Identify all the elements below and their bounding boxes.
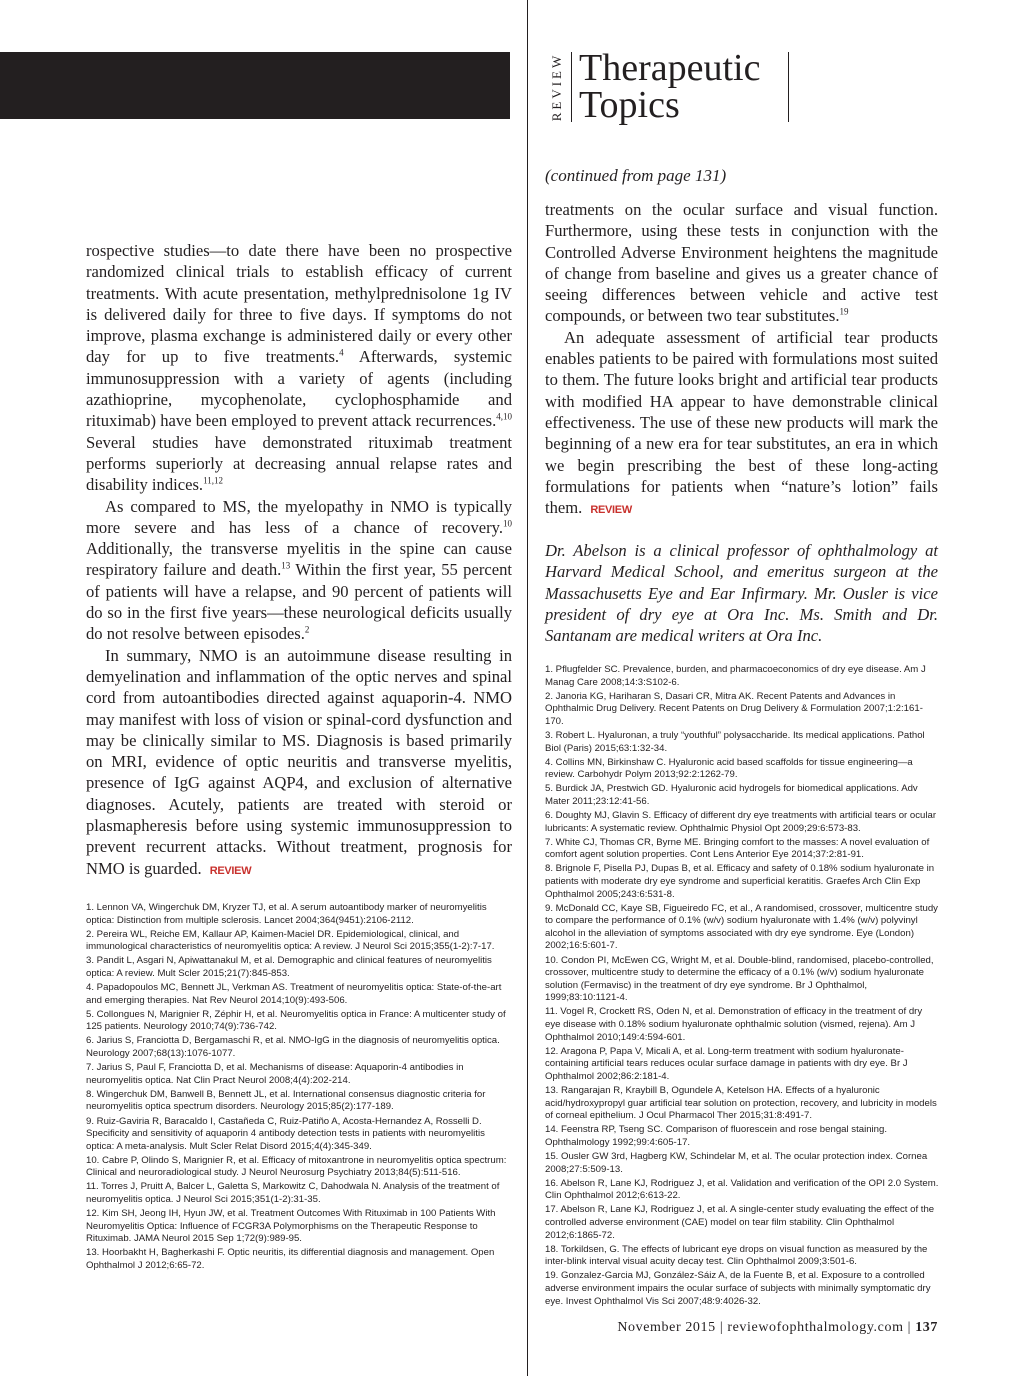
reference-item: 13. Rangarajan R, Kraybill B, Ogundele A, Ketelson HA. Effects of a hyaluronic acid/hydroxypropyl guar artificial tear solution on protection, recovery, and lubricity in models of corneal epithelium. J Ocul Pharmacol Ther 2015;31:8:491-7. [545,1085,937,1122]
section-tag-text: REVIEW [549,52,564,122]
reference-item: 11. Torres J, Pruitt A, Balcer L, Galetta S, Markowitz C, Dahodwala N. Analysis of the treatment of neuromyelitis optica. J Neurol Sci 2015;351(1-2):31-35. [86,1181,500,1206]
right-column [545,199,938,521]
section-title [579,47,761,126]
reference-item: 9. Ruiz-Gaviria R, Baracaldo I, Castañeda C, Ruiz-Patiño A, Acosta-Hernandez A, Rosselli D. Specificity and sensitivity of aquaporin 4 antibody detection tests in patients with neuromyelitis optica: A meta-analysis. Mult Scler Relat Disord 2015;4(4):345-349. [86,1115,485,1152]
section-title-line2: Topics [579,84,680,126]
reference-item: 4. Papadopoulos MC, Bennett JL, Verkman AS. Treatment of neuromyelitis optica: State-of-the-art and emerging therapies. Nat Rev Neurol 2014;10(9):493-506. [86,982,502,1006]
footer-separator: | [907,1320,912,1335]
reference-item: 2. Pereira WL, Reiche EM, Kallaur AP, Kaimen-Maciel DR. Epidemiological, clinical, and immunological characteristics of neuromyelitis optica: A review. J Neurol Sci 2015;355(1-2):7-17. [86,928,495,953]
right-paragraph-2: An adequate assessment of artificial tear products enables patients to be paired with formulations most suited to them. The future looks bright and artificial tear products with modified HA appear to have demonstrable clinical effectiveness. The use of these new products will mark the beginning of a new era for tear substitutes, an era in which we begin prescribing the best of these long-acting formulations for patients when “nature’s lotion” fails them. REVIEW [545,327,938,518]
review-end-mark: REVIEW [590,504,632,517]
page-footer [617,1320,938,1336]
reference-item: 4. Collins MN, Birkinshaw C. Hyaluronic acid based scaffolds for tissue engineering—a review. Carbohydr Polym 2013;92:2:1262-79. [545,756,913,781]
reference-item: 17. Abelson R, Lane KJ, Rodriguez J, et al. A single-center study evaluating the effect of the controlled adverse environment (CAE) model on tear film stability. Clin Ophthalmol 2012;6:1865-72. [545,1204,935,1241]
page-number: 137 [915,1320,938,1335]
header-black-bar [0,52,510,119]
reference-item: 8. Wingerchuk DM, Banwell B, Bennett JL, et al. International consensus diagnostic criteria for neuromyelitis optica spectrum disorders. Neurology 2015;85(2):177-189. [86,1088,486,1113]
reference-item: 19. Gonzalez-Garcia MJ, González-Sáiz A, de la Fuente B, et al. Exposure to a controlled adverse environment impairs the ocular surface of subjects with minimally symptomatic dry eye. Invest Ophthalmol Vis Sci 2007;48:9:4026-32. [545,1270,931,1307]
section-rule-left [571,52,572,122]
reference-item: 5. Burdick JA, Prestwich GD. Hyaluronic acid hydrogels for biomedical applications. Adv Mater 2011;23:12:41-56. [545,783,918,807]
footer-site: reviewofophthalmology.com [727,1320,904,1335]
right-paragraph-1: treatments on the ocular surface and visual function. Furthermore, using these tests in conjunction with the Controlled Adverse Environment heightens the magnitude of change from baseline and gives us a greater chance of seeing differences between vehicle and active test compounds, or between two tear substitutes.$^{19}$ [545,200,938,326]
reference-item: 12. Kim SH, Jeong IH, Hyun JW, et al. Treatment Outcomes With Rituximab in 100 Patients With Neuromyelitis Optica: Influence of FCGR3A Polymorphisms on the Therapeutic Response to Rituximab. JAMA Neurol 2015 Sep 1;72(9):989-95. [86,1208,496,1245]
reference-item: 11. Vogel R, Crockett RS, Oden N, et al. Demonstration of efficacy in the treatment of dry eye disease with 0.18% sodium hyaluronate ophthalmic solution (vismed, rejena). Am J Ophthalmol 2010;149:4:594-601. [545,1006,923,1043]
section-rule-right [788,52,789,122]
section-tag [549,51,565,123]
continued-note: (continued from page 131) [545,166,727,185]
reference-item: 9. McDonald CC, Kaye SB, Figueiredo FC, et al., A randomised, crossover, multicentre study to compare the performance of 0.1% (w/v) sodium hyaluronate with 1.4% (w/v) polyvinyl alcohol in the alleviation of symptoms associated with dry eye syndrome. Eye (London) 2002;16:5:601-7. [545,902,938,952]
reference-item: 16. Abelson R, Lane KJ, Rodriguez J, et al. Validation and verification of the OPI 2.0 System. Clin Ophthalmol 2012;6:613-22. [545,1177,939,1202]
reference-item: 1. Lennon VA, Wingerchuk DM, Kryzer TJ, et al. A serum autoantibody marker of neuromyelitis optica: Distinction from multiple sclerosis. Lancet 2004;364(9451):2106-2112. [86,902,487,926]
reference-item: 14. Feenstra RP, Tseng SC. Comparison of fluorescein and rose bengal staining. Ophthalmology 1992;99:4:605-17. [545,1124,888,1148]
reference-item: 13. Hoorbakht H, Bagherkashi F. Optic neuritis, its differential diagnosis and management. Open Ophthalmol J 2012;6:65-72. [86,1247,495,1272]
reference-item: 10. Cabre P, Olindo S, Marignier R, et al. Efficacy of mitoxantrone in neuromyelitis optica spectrum: Clinical and neuroradiological study. J Neurol Neurosurg Psychiatry 2013;84(5):511-516. [86,1154,507,1179]
reference-item: 15. Ousler GW 3rd, Hagberg KW, Schindelar M, et al. The ocular protection index. Cornea 2008;27:5:509-13. [545,1150,928,1175]
reference-item: 8. Brignole F, Pisella PJ, Dupas B, et al. Efficacy and safety of 0.18% sodium hyaluronate in patients with moderate dry eye syndrome and superficial keratitis. Graefes Arch Clin Exp Ophthalmol 2005;243:6:531-8. [545,863,935,900]
left-paragraph-2: As compared to MS, the myelopathy in NMO is typically more severe and has less of a chance of recovery.$^{10}$ Additionally, the transverse myelitis in the spine can cause respiratory failure and death.$^{13}$ Within the first year, 55 percent of patients will have a relapse, and 90 percent of patients will do so in the first five years—these neurological deficits usually do not resolve between episodes.$^2$ [86,496,512,644]
reference-item: 2. Janoria KG, Hariharan S, Dasari CR, Mitra AK. Recent Patents and Advances in Ophthalmic Drug Delivery. Recent Patents on Drug Delivery & Formulation 2007;1:2:161-170. [545,690,923,727]
author-bio: Dr. Abelson is a clinical professor of ophthalmology at Harvard Medical School, and emeritus surgeon at the Massachusetts Eye and Ear Infirmary. Mr. Ousler is vice president of dry eye at Ora Inc. Ms. Smith and Dr. Santanam are medical writers at Ora Inc. [545,541,938,646]
reference-item: 18. Torkildsen, G. The effects of lubricant eye drops on visual function as measured by the inter-blink interval visual acuity decay test. Clin Ophthalmol 2009;3:501-6. [545,1243,928,1268]
section-title-line1: Therapeutic [579,47,761,89]
reference-item: 12. Aragona P, Papa V, Micali A, et al. Long-term treatment with sodium hyaluronate-containing artificial tears reduces ocular surface damage in patients with dry eye. Br J Ophthalmol 2002;86:2:181-4. [545,1045,908,1082]
left-paragraph-1: rospective studies—to date there have been no prospective randomized clinical trials to establish efficacy of current treatments. With acute presentation, methylprednisolone 1g IV is delivered daily for three to five days. If symptoms do not improve, plasma exchange is administered daily or every other day for up to five treatments.$^4$ Afterwards, systemic immunosuppression with a variety of agents (including azathioprine, mycophenolate, cyclophosphamide and rituximab) have been employed to prevent attack recurrences.$^{4,10}$ Several studies have demonstrated rituximab treatment performs superiorly at decreasing annual relapse rates and disability indices.$^{11,12}$ [86,241,512,495]
reference-item: 7. Jarius S, Paul F, Franciotta D, et al. Mechanisms of disease: Aquaporin-4 antibodies in neuromyelitis optica. Nat Clin Pract Neurol 2008;4(4):202-214. [86,1062,464,1086]
reference-item: 10. Condon PI, McEwen CG, Wright M, et al. Double-blind, randomised, placebo-controlled, crossover, multicentre study to determine the efficacy of a 0.1% (w/v) sodium hyaluronate solution (Fermavisc) in the treatment of dry eye syndrome. Br J Ophthalmol, 1999;83:10:1121-4. [545,954,934,1004]
footer-separator: | [719,1320,724,1335]
left-column [86,240,512,882]
reference-item: 6. Jarius S, Franciotta D, Bergamaschi R, et al. NMO-IgG in the diagnosis of neuromyelitis optica. Neurology 2007;68(13):1076-1077. [86,1035,500,1060]
reference-item: 7. White CJ, Thomas CR, Byrne ME. Bringing comfort to the masses: A novel evaluation of comfort agent solution properties. Cont Lens Anterior Eye 2014;37:2:81-91. [545,836,930,861]
reference-item: 6. Doughty MJ, Glavin S. Efficacy of different dry eye treatments with artificial tears or ocular lubricants: A systematic review. Ophthalmic Physiol Opt 2009;29:6:573-83. [545,810,937,834]
reference-item: 3. Robert L. Hyaluronan, a truly “youthful” polysaccharide. Its medical applications. Pathol Biol (Paris) 2015;63:1:32-34. [545,729,925,754]
review-end-mark: REVIEW [209,864,252,877]
reference-item: 5. Collongues N, Marignier R, Zéphir H, et al. Neuromyelitis optica in France: A multicenter study of 125 patients. Neurology 2010;74(9):736-742. [86,1008,506,1033]
right-references [545,664,940,1310]
column-divider [527,0,528,1376]
reference-item: 3. Pandit L, Asgari N, Apiwattanakul M, et al. Demographic and clinical features of neuromyelitis optica: A review. Mult Scler 2015;21(7):845-853. [86,955,492,979]
left-paragraph-3: In summary, NMO is an autoimmune disease resulting in demyelination and inflammation of the optic nerves and spinal cord from autoantibodies directed against aquaporin-4. NMO may manifest with loss of vision or spinal-cord dysfunction and may be clinically similar to MS. Diagnosis is based primarily on MRI, evidence of optic neuritis and transverse myelitis, presence of IgG against AQP4, and exclusion of alternative diagnoses. Acutely, patients are treated with steroid or plasmapheresis before using systemic immunosuppression to prevent recurrent attacks. Without treatment, prognosis for NMO is guarded. REVIEW [86,645,512,878]
reference-item: 1. Pflugfelder SC. Prevalence, burden, and pharmacoeconomics of dry eye disease. Am J Manag Care 2008;14:3:S102-6. [545,664,926,688]
left-references [86,902,510,1274]
footer-date: November 2015 [617,1320,716,1335]
